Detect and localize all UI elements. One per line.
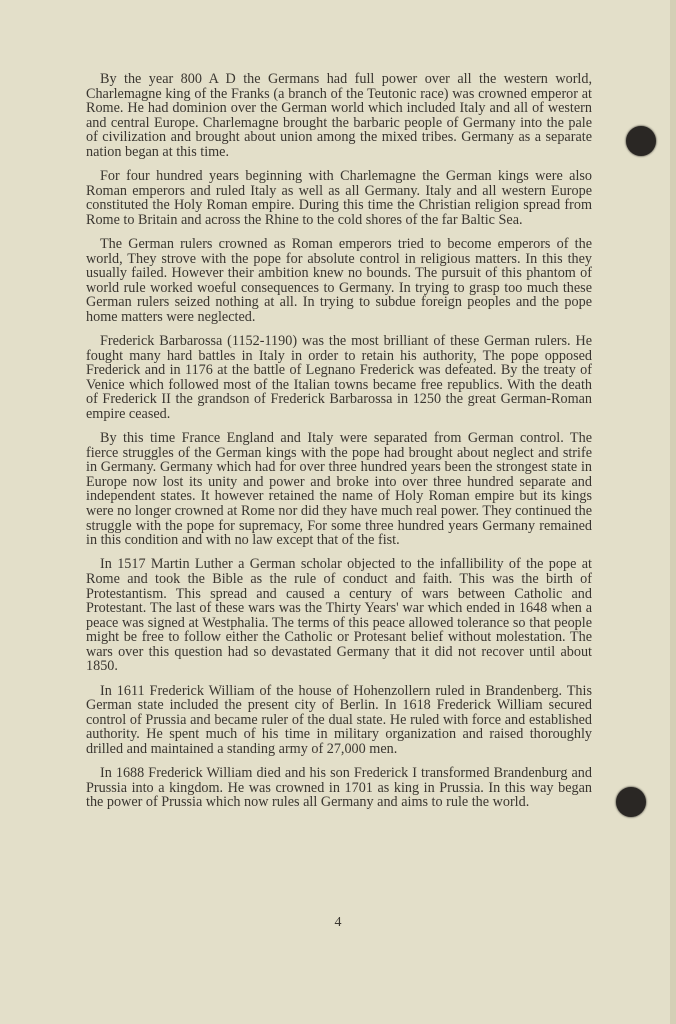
paragraph: By this time France England and Italy were separated from German control. The fierce struggles of the German kings with the pope had brought about neglect and strife in Germany. Germany which had for over three hundred years been the strongest state in Europe now lost its unity and power and broke into over three hundred separate and independent states. It however retained the name of Holy Roman empire but its kings were no longer crowned at Rome nor did they have much real power. They continued the struggle with the pope for supremacy, For some three hundred years Germany remained in this condition and with no law except that of the fist. [86, 430, 592, 549]
paragraph: In 1517 Martin Luther a German scholar objected to the infallibility of the pope at Rome and took the Bible as the rule of conduct and faith. This was the birth of Protestantism. This spread and caused a century of wars between Catholic and Protestant. The last of these wars was the Thirty Years' war which ended in 1648 when a peace was signed at Westphalia. The terms of this peace allowed tolerance so that people might be free to follow either the Catholic or Protesant belief without molestation. The wars over this question had so devastated Germany that it did not recover until about 1850. [86, 556, 592, 675]
paragraph: In 1688 Frederick William died and his son Frederick I transformed Brandenburg and Prussia into a kingdom. He was crowned in 1701 as king in Prussia. In this way began the power of Prussia which now rules all Germany and aims to rule the world. [86, 765, 592, 811]
punch-hole-top [626, 126, 656, 156]
page-edge [670, 0, 676, 1024]
punch-hole-bottom [616, 787, 646, 817]
page-number: 4 [334, 915, 342, 930]
paragraph: By the year 800 A D the Germans had full power over all the western world, Charlemagne king of the Franks (a branch of the Teutonic race) was crowned emperor at Rome. He had dominion over the German world which included Italy and all of western and central Europe. Charlemagne brought the barbaric people of Germany into the pale of civilization and brought about union among the mixed tribes. Germany as a separate nation began at this time. [86, 71, 592, 160]
paragraph: For four hundred years beginning with Charlemagne the German kings were also Roman emperors and ruled Italy as well as all Germany. Italy and all western Europe constituted the Holy Roman empire. During this time the Christian religion spread from Rome to Britain and across the Rhine to the cold shores of the far Baltic Sea. [86, 168, 592, 228]
paragraph: Frederick Barbarossa (1152-1190) was the most brilliant of these German rulers. He fought many hard battles in Italy in order to retain his authority, The pope opposed Frederick and in 1176 at the battle of Legnano Frederick was defeated. By the treaty of Venice which followed most of the Italian towns became free republics. With the death of Frederick II the grandson of Frederick Barbarossa in 1250 the great German-Roman empire ceased. [86, 333, 592, 422]
paragraph: In 1611 Frederick William of the house of Hohenzollern ruled in Brandenberg. This German state included the present city of Berlin. In 1618 Frederick William secured control of Prussia and became ruler of the dual state. He ruled with force and established authority. He spent much of his time in military organization and raised thoroughly drilled and maintained a standing army of 27,000 men. [86, 682, 592, 757]
paragraph: The German rulers crowned as Roman emperors tried to become emperors of the world, They strove with the pope for absolute control in religious matters. In this they usually failed. However their ambition knew no bounds. The pursuit of this phantom of world rule worked woeful consequences to Germany. In trying to grasp too much these German rulers seized nothing at all. In trying to subdue foreign peoples and the pope home matters were neglected. [86, 235, 592, 325]
body-text [86, 72, 592, 819]
